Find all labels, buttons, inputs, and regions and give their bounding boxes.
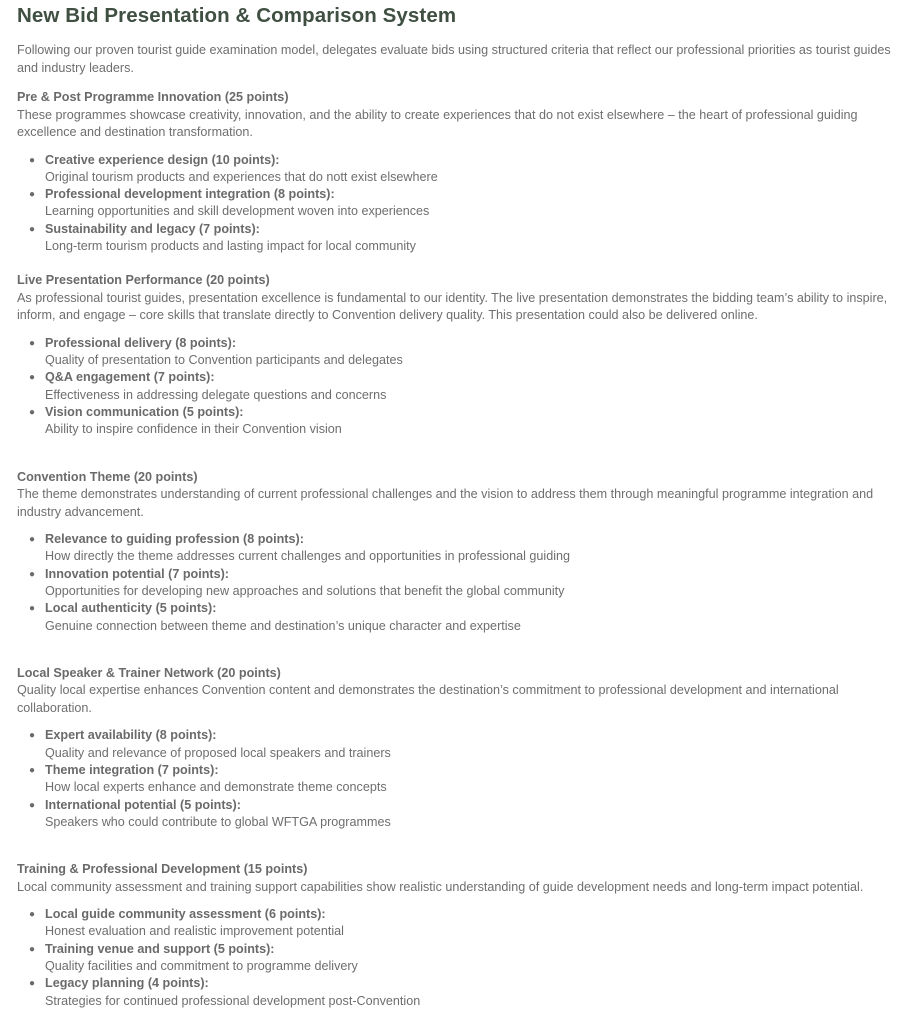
criterion-description: Speakers who could contribute to global WFTGA programmes (45, 814, 391, 829)
section-pre-post-programme (17, 89, 896, 255)
section-convention-theme (17, 469, 896, 635)
criterion-description: How local experts enhance and demonstrate theme concepts (45, 780, 387, 795)
section-description: As professional tourist guides, presentation excellence is fundamental to our identity. The live presentation demonstrates the bidding team’s ability to inspire, inform, and engage – core skills that translate directly to Convention delivery quality. This presentation could also be delivered online. (17, 290, 888, 323)
list-item (29, 369, 896, 404)
criterion-description: Opportunities for developing new approaches and solutions that benefit the global community (45, 583, 565, 598)
list-item (29, 152, 896, 187)
criterion-name: Local guide community assessment (6 points): (45, 907, 326, 922)
section-training-development (17, 861, 896, 1010)
bullet-icon: ● (29, 154, 36, 166)
criterion-name: Vision communication (5 points): (45, 404, 244, 419)
criteria-list (17, 727, 896, 831)
bullet-icon: ● (29, 799, 36, 811)
list-item (29, 531, 896, 566)
criterion-name: Legacy planning (4 points): (45, 976, 209, 991)
criterion-description: Ability to inspire confidence in their Convention vision (45, 422, 342, 437)
section-title: Convention Theme (20 points) (17, 469, 198, 484)
criterion-description: Quality and relevance of proposed local speakers and trainers (45, 745, 391, 760)
list-item (29, 335, 896, 370)
criterion-description: Original tourism products and experiences that do nott exist elsewhere (45, 169, 438, 184)
criterion-name: Expert availability (8 points): (45, 728, 217, 743)
list-item (29, 727, 896, 762)
list-item (29, 186, 896, 221)
bullet-icon: ● (29, 978, 36, 990)
section-title: Live Presentation Performance (20 points) (17, 273, 270, 288)
intro-paragraph: Following our proven tourist guide examination model, delegates evaluate bids using structured criteria that reflect our professional priorities as tourist guides and industry leaders. (17, 43, 891, 75)
criterion-description: Long-term tourism products and lasting impact for local community (45, 238, 416, 253)
criterion-name: Training venue and support (5 points): (45, 941, 275, 956)
bullet-icon: ● (29, 337, 36, 349)
list-item (29, 797, 896, 832)
list-item (29, 941, 896, 976)
bullet-icon: ● (29, 372, 36, 384)
criterion-description: Genuine connection between theme and destination’s unique character and expertise (45, 618, 521, 633)
criteria-list (17, 152, 896, 256)
list-item (29, 975, 896, 1010)
list-item (29, 906, 896, 941)
criterion-name: Q&A engagement (7 points): (45, 370, 215, 385)
list-item (29, 221, 896, 256)
criterion-description: Quality of presentation to Convention participants and delegates (45, 353, 403, 368)
bullet-icon: ● (29, 730, 36, 742)
criterion-description: Quality facilities and commitment to programme delivery (45, 959, 358, 974)
bullet-icon: ● (29, 223, 36, 235)
bullet-icon: ● (29, 189, 36, 201)
bullet-icon: ● (29, 568, 36, 580)
section-description: Local community assessment and training support capabilities show realistic understanding of guide development needs and long-term impact potential. (17, 879, 864, 894)
criteria-list (17, 906, 896, 1010)
bullet-icon: ● (29, 909, 36, 921)
criteria-list (17, 531, 896, 635)
list-item (29, 566, 896, 601)
bullet-icon: ● (29, 406, 36, 418)
criterion-name: Local authenticity (5 points): (45, 601, 217, 616)
page-title: New Bid Presentation & Comparison System (17, 4, 457, 27)
criterion-name: Sustainability and legacy (7 points): (45, 221, 260, 236)
criterion-description: Effectiveness in addressing delegate questions and concerns (45, 387, 387, 402)
criterion-name: Innovation potential (7 points): (45, 566, 229, 581)
bullet-icon: ● (29, 943, 36, 955)
criterion-name: Professional development integration (8 points): (45, 187, 335, 202)
section-live-presentation (17, 272, 896, 438)
criterion-description: How directly the theme addresses current challenges and opportunities in professional guiding (45, 549, 571, 564)
section-description: The theme demonstrates understanding of current professional challenges and the vision to address them through meaningful programme integration and industry advancement. (17, 487, 874, 519)
criteria-list (17, 335, 896, 439)
list-item (29, 762, 896, 797)
section-local-speaker-network (17, 665, 896, 831)
bullet-icon: ● (29, 603, 36, 615)
list-item (29, 600, 896, 635)
criterion-name: Creative experience design (10 points): (45, 152, 280, 167)
criterion-description: Learning opportunities and skill development woven into experiences (45, 204, 430, 219)
criterion-name: Theme integration (7 points): (45, 762, 219, 777)
bullet-icon: ● (29, 534, 36, 546)
criterion-name: Relevance to guiding profession (8 points): (45, 532, 304, 547)
criterion-name: Professional delivery (8 points): (45, 335, 237, 350)
section-description: These programmes showcase creativity, innovation, and the ability to create experiences that do not exist elsewhere – the heart of professional guiding excellence and destination transformation. (17, 107, 858, 139)
criterion-description: Honest evaluation and realistic improvement potential (45, 924, 344, 939)
bullet-icon: ● (29, 764, 36, 776)
section-title: Local Speaker & Trainer Network (20 points) (17, 665, 281, 680)
section-title: Pre & Post Programme Innovation (25 points) (17, 90, 289, 104)
list-item (29, 404, 896, 439)
section-description: Quality local expertise enhances Convention content and demonstrates the destination’s commitment to professional development and international collaboration. (17, 683, 839, 715)
section-title: Training & Professional Development (15 points) (17, 862, 308, 877)
criterion-name: International potential (5 points): (45, 797, 241, 812)
criterion-description: Strategies for continued professional development post-Convention (45, 993, 421, 1008)
